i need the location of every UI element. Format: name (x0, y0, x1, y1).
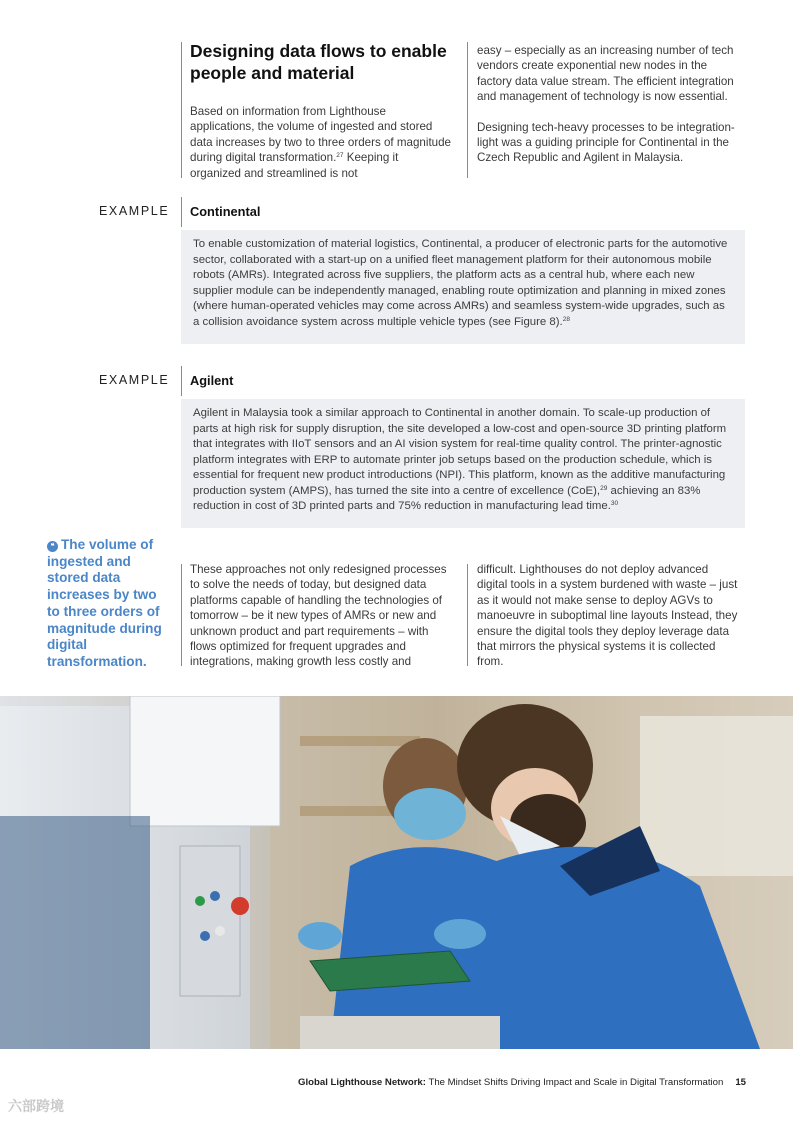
example-label: EXAMPLE (99, 373, 170, 387)
page-number: 15 (735, 1077, 746, 1088)
example-title-agilent: Agilent (190, 373, 234, 388)
footer-report-subtitle: The Mindset Shifts Driving Impact and Scale in Digital Transformation (425, 1077, 724, 1088)
intro-left-column (190, 104, 452, 181)
divider-line (181, 564, 182, 666)
divider-line (467, 42, 468, 178)
example-box-continental (181, 230, 745, 344)
section-heading: Designing data flows to enable people and material (190, 41, 447, 83)
pull-quote (47, 537, 167, 671)
closing-left-text: These approaches not only redesigned processes to solve the needs of today, but designed data platforms capable of handling the technologies of tomorrow – be it new types of AMRs or new and unknown product and part requirements – with flows optimized for frequent upgrades and integrations, making growth less costly and (190, 563, 447, 669)
pull-quote-text: The volume of ingested and stored data increases by two to three orders of magnitude during digital transformation. (47, 537, 162, 669)
intro-right-paragraph-2: Designing tech-heavy processes to be integration-light was a guiding principle for Continental in the Czech Republic and Agilent in Malaysia. (477, 120, 735, 165)
quote-icon: ❝ (47, 541, 58, 552)
example-title-continental: Continental (190, 204, 261, 219)
divider-line (181, 42, 182, 178)
intro-right-paragraph-1: easy – especially as an increasing number of tech vendors create exponential new nodes in the factory data value stream. The efficient integration and management of technology is now essential. (477, 44, 734, 104)
watermark: 六部跨境 (8, 1098, 64, 1114)
footnote-29: 29 (600, 484, 608, 492)
agilent-body-b: achieving an 83% reduction in cost of 3D printed parts and 75% reduction in manufacturing lead time. (193, 484, 701, 512)
closing-right-column (477, 562, 739, 670)
example-box-agilent (181, 399, 745, 528)
factory-workers-photo (0, 696, 793, 1049)
footnote-28: 28 (562, 315, 570, 323)
intro-left-text: Based on information from Lighthouse applications, the volume of ingested and stored data increases by two to three orders of magnitude during digital transformation. (190, 105, 452, 165)
divider-line (181, 366, 182, 396)
example-label: EXAMPLE (99, 204, 170, 218)
closing-left-column (190, 562, 455, 670)
footnote-30: 30 (610, 500, 619, 507)
continental-body: To enable customization of material logistics, Continental, a producer of electronic parts for the automotive sector, collaborated with a start-up on a unified fleet management platform for their autonomous mobile robots (AMRs). Integrated across five suppliers, the platform acts as a central hub, where each new supplier module can be independently managed, enabling route optimization and planning in mixed zones (where human-operated vehicles may come across AMRs) and seamless system-wide upgrades, such as a collision avoidance system across multiple vehicle types (see Figure 8). (193, 238, 728, 328)
intro-right-column (477, 43, 745, 166)
agilent-body-a: Agilent in Malaysia took a similar approach to Continental in another domain. To scale-up production of parts at high risk for supply disruption, the site developed a low-cost and open-source 3D printing platform that integrates with IIoT sensors and an AI vision system for real-time quality control. The printer-agnostic platform integrates with ERP to automate printer job setups based on the production schedule, which is essential for frequent new product introductions (NPI). This platform, known as the additive manufacturing production system (AMPS), has turned the site into a centre of excellence (CoE), (193, 407, 727, 497)
closing-right-text: difficult. Lighthouses do not deploy advanced digital tools in a system burdened with waste – just as it would not make sense to deploy AGVs to manoeuvre in suboptimal line layouts Instead, they ensure the digital tools they deploy leverage data that mirrors the physical systems it is collected from. (477, 563, 738, 669)
intro-left-tail: Keeping it organized and streamlined is not (190, 151, 399, 180)
divider-line (181, 197, 182, 227)
page-footer (298, 1077, 746, 1088)
footer-report-name: Global Lighthouse Network: (298, 1077, 426, 1088)
divider-line (467, 564, 468, 666)
footnote-27: 27 (336, 152, 344, 160)
photo-illustration (0, 696, 793, 1049)
